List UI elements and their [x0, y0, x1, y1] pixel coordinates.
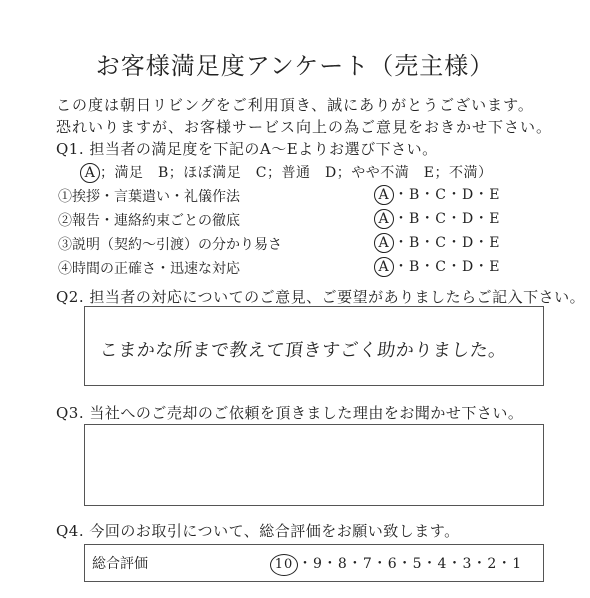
q2-handwritten-answer: こまかな所まで教えて頂きすごく助かりました。 — [98, 340, 508, 361]
q1-scale-legend — [80, 162, 492, 183]
selected-circle: A — [374, 209, 394, 229]
selected-circle-a: A — [80, 163, 100, 183]
total-rating-options: ・9・8・7・6・5・4・3・2・1 — [298, 556, 523, 572]
q2-question: Q2. 担当者の対応についてのご意見、ご要望がありましたらご記入下さい。 — [56, 288, 586, 306]
rating-options: ・B・C・D・E — [394, 259, 501, 275]
q3-answer-box[interactable] — [84, 424, 544, 506]
intro-line-1: この度は朝日リビングをご利用頂き、誠にありがとうございます。 — [56, 96, 534, 114]
selected-circle: A — [374, 257, 394, 277]
selected-circle-10: 10 — [270, 554, 298, 576]
survey-title: お客様満足度アンケート（売主様） — [95, 52, 495, 80]
rating-options: ・B・C・D・E — [394, 235, 501, 251]
q4-question: Q4. 今回のお取引について、総合評価をお願い致します。 — [56, 522, 460, 540]
total-rating-label: 総合評価 — [92, 556, 148, 572]
q3-question: Q3. 当社へのご売却のご依頼を頂きました理由をお聞かせ下さい。 — [56, 404, 524, 422]
intro-line-2: 恐れいりますが、お客様サービス向上の為ご意見をおきかせ下さい。 — [56, 118, 553, 136]
q1-item-rating-1 — [374, 184, 500, 205]
q1-item-rating-2 — [374, 208, 500, 229]
q1-question: Q1. 担当者の満足度を下記のA～Eよりお選び下さい。 — [56, 140, 438, 158]
q1-item-rating-4 — [374, 256, 500, 277]
scale-legend-text: ；満足 B；ほぼ満足 C；普通 D；やや不満 E；不満） — [100, 165, 493, 181]
selected-circle: A — [374, 233, 394, 253]
selected-circle: A — [374, 185, 394, 205]
q1-item-label-3: ③説明（契約～引渡）の分かり易さ — [58, 237, 282, 253]
rating-options: ・B・C・D・E — [394, 187, 501, 203]
rating-options: ・B・C・D・E — [394, 211, 501, 227]
q1-item-label-2: ②報告・連絡約束ごとの徹底 — [58, 213, 240, 229]
q1-item-label-4: ④時間の正確さ・迅速な対応 — [58, 261, 240, 277]
q1-item-label-1: ①挨拶・言葉遣い・礼儀作法 — [58, 189, 240, 205]
total-rating-scale — [270, 553, 522, 576]
q1-item-rating-3 — [374, 232, 500, 253]
